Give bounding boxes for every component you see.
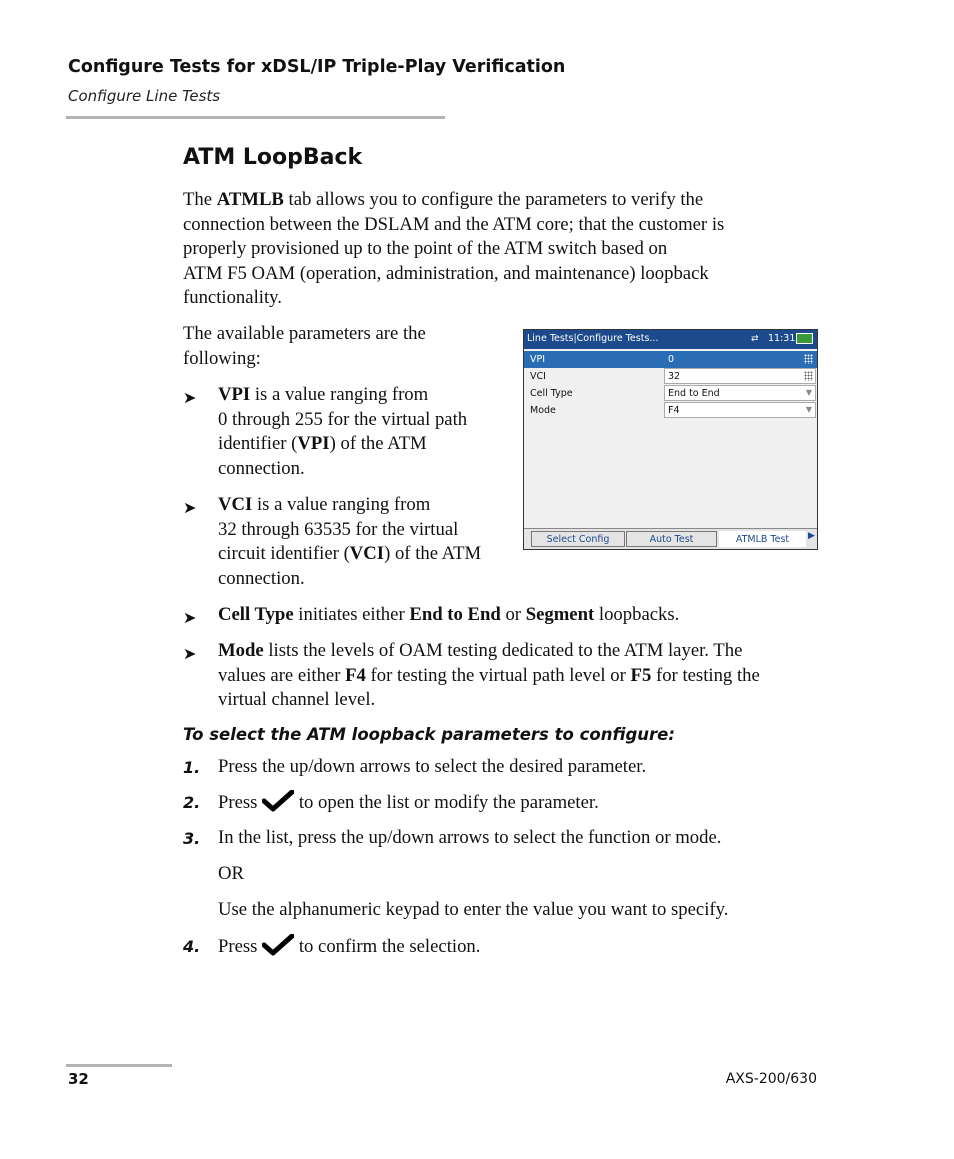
document-code: AXS-200/630 (725, 1071, 817, 1087)
vpi-field[interactable]: 0 (664, 351, 816, 367)
network-icon: ⇄ (751, 334, 759, 344)
header-rule (66, 116, 445, 119)
intro-paragraph: The ATMLB tab allows you to configure the parameters to verify the connection between the DSLAM and the ATM core; that the customer is properly provisioned up to the point of the ATM switch based on ATM F5 OAM (operation, administration, and maintenance) loopback functionality. (183, 189, 725, 308)
section-title: ATM LoopBack (183, 145, 363, 170)
tab-select-config[interactable]: Select Config (531, 531, 625, 547)
checkmark-icon (262, 790, 294, 812)
running-header-title: Configure Tests for xDSL/IP Triple-Play Verification (68, 57, 566, 77)
bullet-cell-type: ➤ Cell Type initiates either End to End or Segment loopbacks. (218, 603, 828, 628)
device-clock: 11:31 (768, 333, 796, 344)
available-parameters-text: The available parameters are the following: (183, 323, 426, 369)
checkmark-icon (262, 934, 294, 956)
step-3: 3. In the list, press the up/down arrows to select the function or mode. (183, 827, 722, 848)
bullet-arrow-icon: ➤ (183, 498, 197, 517)
bullet-arrow-icon: ➤ (183, 388, 197, 407)
step-4: 4. Press to confirm the selection. (183, 936, 481, 957)
page-number: 32 (68, 1070, 89, 1088)
running-header-subtitle: Configure Line Tests (68, 87, 221, 105)
device-tab-bar (524, 528, 817, 550)
mode-select[interactable]: F4 ▼ (664, 402, 816, 418)
step-3-or: OR (218, 863, 244, 884)
footer-rule (66, 1064, 172, 1067)
tab-atmlb-test[interactable]: ATMLB Test (719, 531, 806, 547)
param-row-cell-type[interactable]: Cell Type End to End ▼ (524, 385, 817, 402)
param-row-vpi[interactable]: VPI 0 (524, 351, 817, 368)
cell-type-select[interactable]: End to End ▼ (664, 385, 816, 401)
param-row-vci[interactable]: VCI 32 (524, 368, 817, 385)
device-title-bar (524, 330, 817, 349)
bullet-mode: ➤ Mode lists the levels of OAM testing dedicated to the ATM layer. The values are either F4 for testing the virtual path level or F5 for testing the virtual channel level. (183, 640, 760, 710)
dropdown-arrow-icon: ▼ (805, 388, 812, 397)
tab-scroll-right-icon[interactable]: ▶ (808, 531, 815, 541)
keypad-icon (804, 371, 813, 381)
bullet-arrow-icon: ➤ (183, 644, 197, 663)
tab-auto-test[interactable]: Auto Test (626, 531, 717, 547)
keypad-icon (804, 354, 813, 364)
bullet-vci: ➤ VCI is a value ranging from 32 through 63535 for the virtual circuit identifier (VCI) of the ATM connection. (183, 494, 482, 589)
bullet-vpi: ➤ VPI is a value ranging from 0 through 255 for the virtual path identifier (VPI) of the ATM connection. (183, 384, 468, 479)
device-title: Line Tests|Configure Tests... (527, 333, 659, 344)
procedure-title: To select the ATM loopback parameters to configure: (183, 725, 675, 744)
vci-field[interactable]: 32 (664, 368, 816, 384)
bullet-arrow-icon: ➤ (183, 608, 197, 627)
device-screenshot (523, 329, 818, 550)
step-2: 2. Press to open the list or modify the parameter. (183, 792, 599, 813)
step-1: 1. Press the up/down arrows to select the desired parameter. (183, 756, 647, 777)
param-row-mode[interactable]: Mode F4 ▼ (524, 402, 817, 419)
battery-icon (796, 333, 813, 344)
dropdown-arrow-icon: ▼ (805, 405, 812, 414)
step-3-alternative: Use the alphanumeric keypad to enter the value you want to specify. (218, 899, 729, 920)
